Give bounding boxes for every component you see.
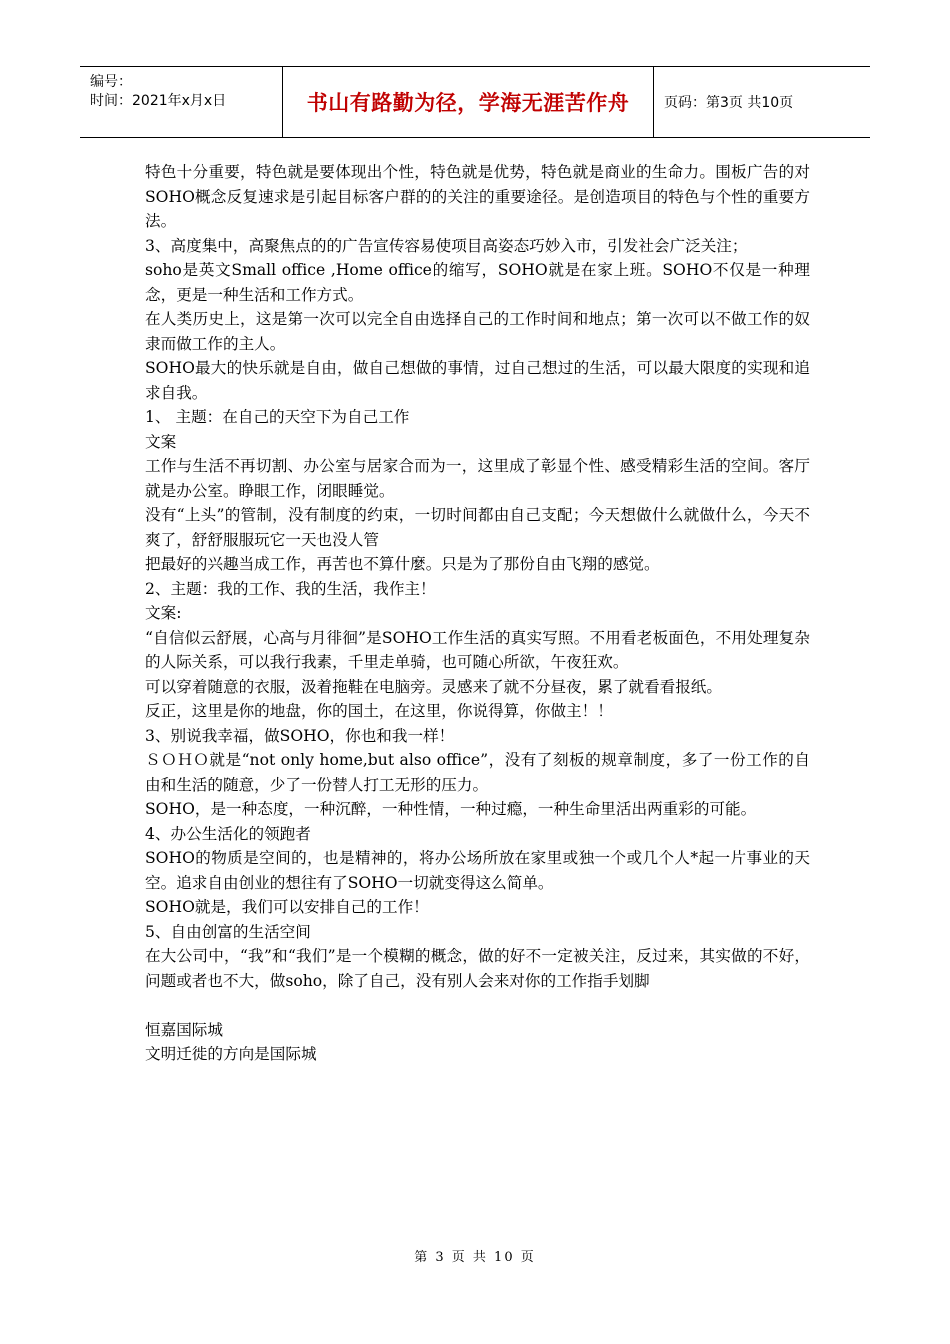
paragraph: soho是英文Small office ,Home office的缩写，SOHO就是在家上班。SOHO不仅是一种理念，更是一种生活和工作方式。 [145, 261, 810, 304]
paragraph: ＳＯＨＯ就是“not only home,but also office”，没有了刻板的规章制度，多了一份工作的自由和生活的随意，少了一份替人打工无形的压力。 [145, 751, 810, 794]
paragraph: 在大公司中，“我”和“我们”是一个模糊的概念，做的好不一定被关注，反过来，其实做的不好，问题或者也不大，做soho，除了自己，没有别人会来对你的工作指手划脚 [145, 947, 810, 990]
paragraph: 特色十分重要，特色就是要体现出个性，特色就是优势，特色就是商业的生命力。围板广告的对SOHO概念反复速求是引起目标客户群的的关注的重要途径。是创造项目的特色与个性的重要方法。 [145, 163, 810, 230]
paragraph: 恒嘉国际城 [145, 1020, 223, 1039]
header-page-number: 页码：第3页 共10页 [664, 95, 794, 111]
paragraph: “自信似云舒展，心高与月徘徊”是SOHO工作生活的真实写照。不用看老板面色，不用处理复杂的人际关系，可以我行我素，千里走单骑，也可随心所欲，午夜狂欢。 [145, 628, 810, 671]
header-meta [80, 67, 283, 137]
paragraph: 文案 [145, 432, 177, 451]
section-heading: 4、办公生活化的领跑者 [145, 824, 311, 843]
section-heading: 3、别说我幸福，做SOHO，你也和我一样！ [145, 726, 455, 745]
paragraph: 可以穿着随意的衣服，汲着拖鞋在电脑旁。灵感来了就不分昼夜，累了就看看报纸。 [145, 677, 722, 696]
paragraph: 反正，这里是你的地盘，你的国土，在这里，你说得算，你做主！！ [145, 702, 613, 720]
paragraph: 把最好的兴趣当成工作，再苦也不算什麼。只是为了那份自由飞翔的感觉。 [145, 555, 660, 573]
paragraph: 3、高度集中，高聚焦点的的广告宣传容易使项目高姿态巧妙入市，引发社会广泛关注； [145, 236, 748, 255]
paragraph: 没有“上头”的管制，没有制度的约束，一切时间都由自己支配；今天想做什么就做什么，今天不爽了，舒舒服服玩它一天也没人管 [145, 506, 810, 549]
paragraph: 工作与生活不再切割、办公室与居家合而为一，这里成了彰显个性、感受精彩生活的空间。客厅就是办公室。睁眼工作，闭眼睡觉。 [145, 457, 810, 500]
paragraph: SOHO就是，我们可以安排自己的工作！ [145, 898, 429, 916]
section-heading: 5、自由创富的生活空间 [145, 922, 311, 941]
document-number-label: 编号： [90, 74, 132, 90]
paragraph: 文案: [145, 604, 182, 622]
paragraph: 文明迁徙的方向是国际城 [145, 1045, 317, 1063]
paragraph: SOHO，是一种态度，一种沉醉，一种性情，一种过瘾，一种生命里活出两重彩的可能。 [145, 800, 757, 818]
document-body [145, 160, 810, 1067]
page-footer: 第 3 页 共 10 页 [414, 1250, 536, 1265]
page-header [80, 66, 870, 138]
section-heading: 1、 主题：在自己的天空下为自己工作 [145, 408, 410, 426]
paragraph: SOHO最大的快乐就是自由，做自己想做的事情，过自己想过的生活，可以最大限度的实现和追求自我。 [145, 359, 810, 402]
paragraph: SOHO的物质是空间的，也是精神的，将办公场所放在家里或独一个或几个人*起一片事业的天空。追求自由创业的想往有了SOHO一切就变得这么简单。 [145, 849, 810, 892]
header-motto: 书山有路勤为径，学海无涯苦作舟 [283, 67, 654, 137]
paragraph: 在人类历史上，这是第一次可以完全自由选择自己的工作时间和地点；第一次可以不做工作的奴隶而做工作的主人。 [145, 310, 810, 353]
section-heading: 2、主题：我的工作、我的生活，我作主！ [145, 579, 436, 598]
blank-line [145, 993, 810, 1018]
document-time-label: 时间：2021年x月x日 [90, 93, 227, 109]
